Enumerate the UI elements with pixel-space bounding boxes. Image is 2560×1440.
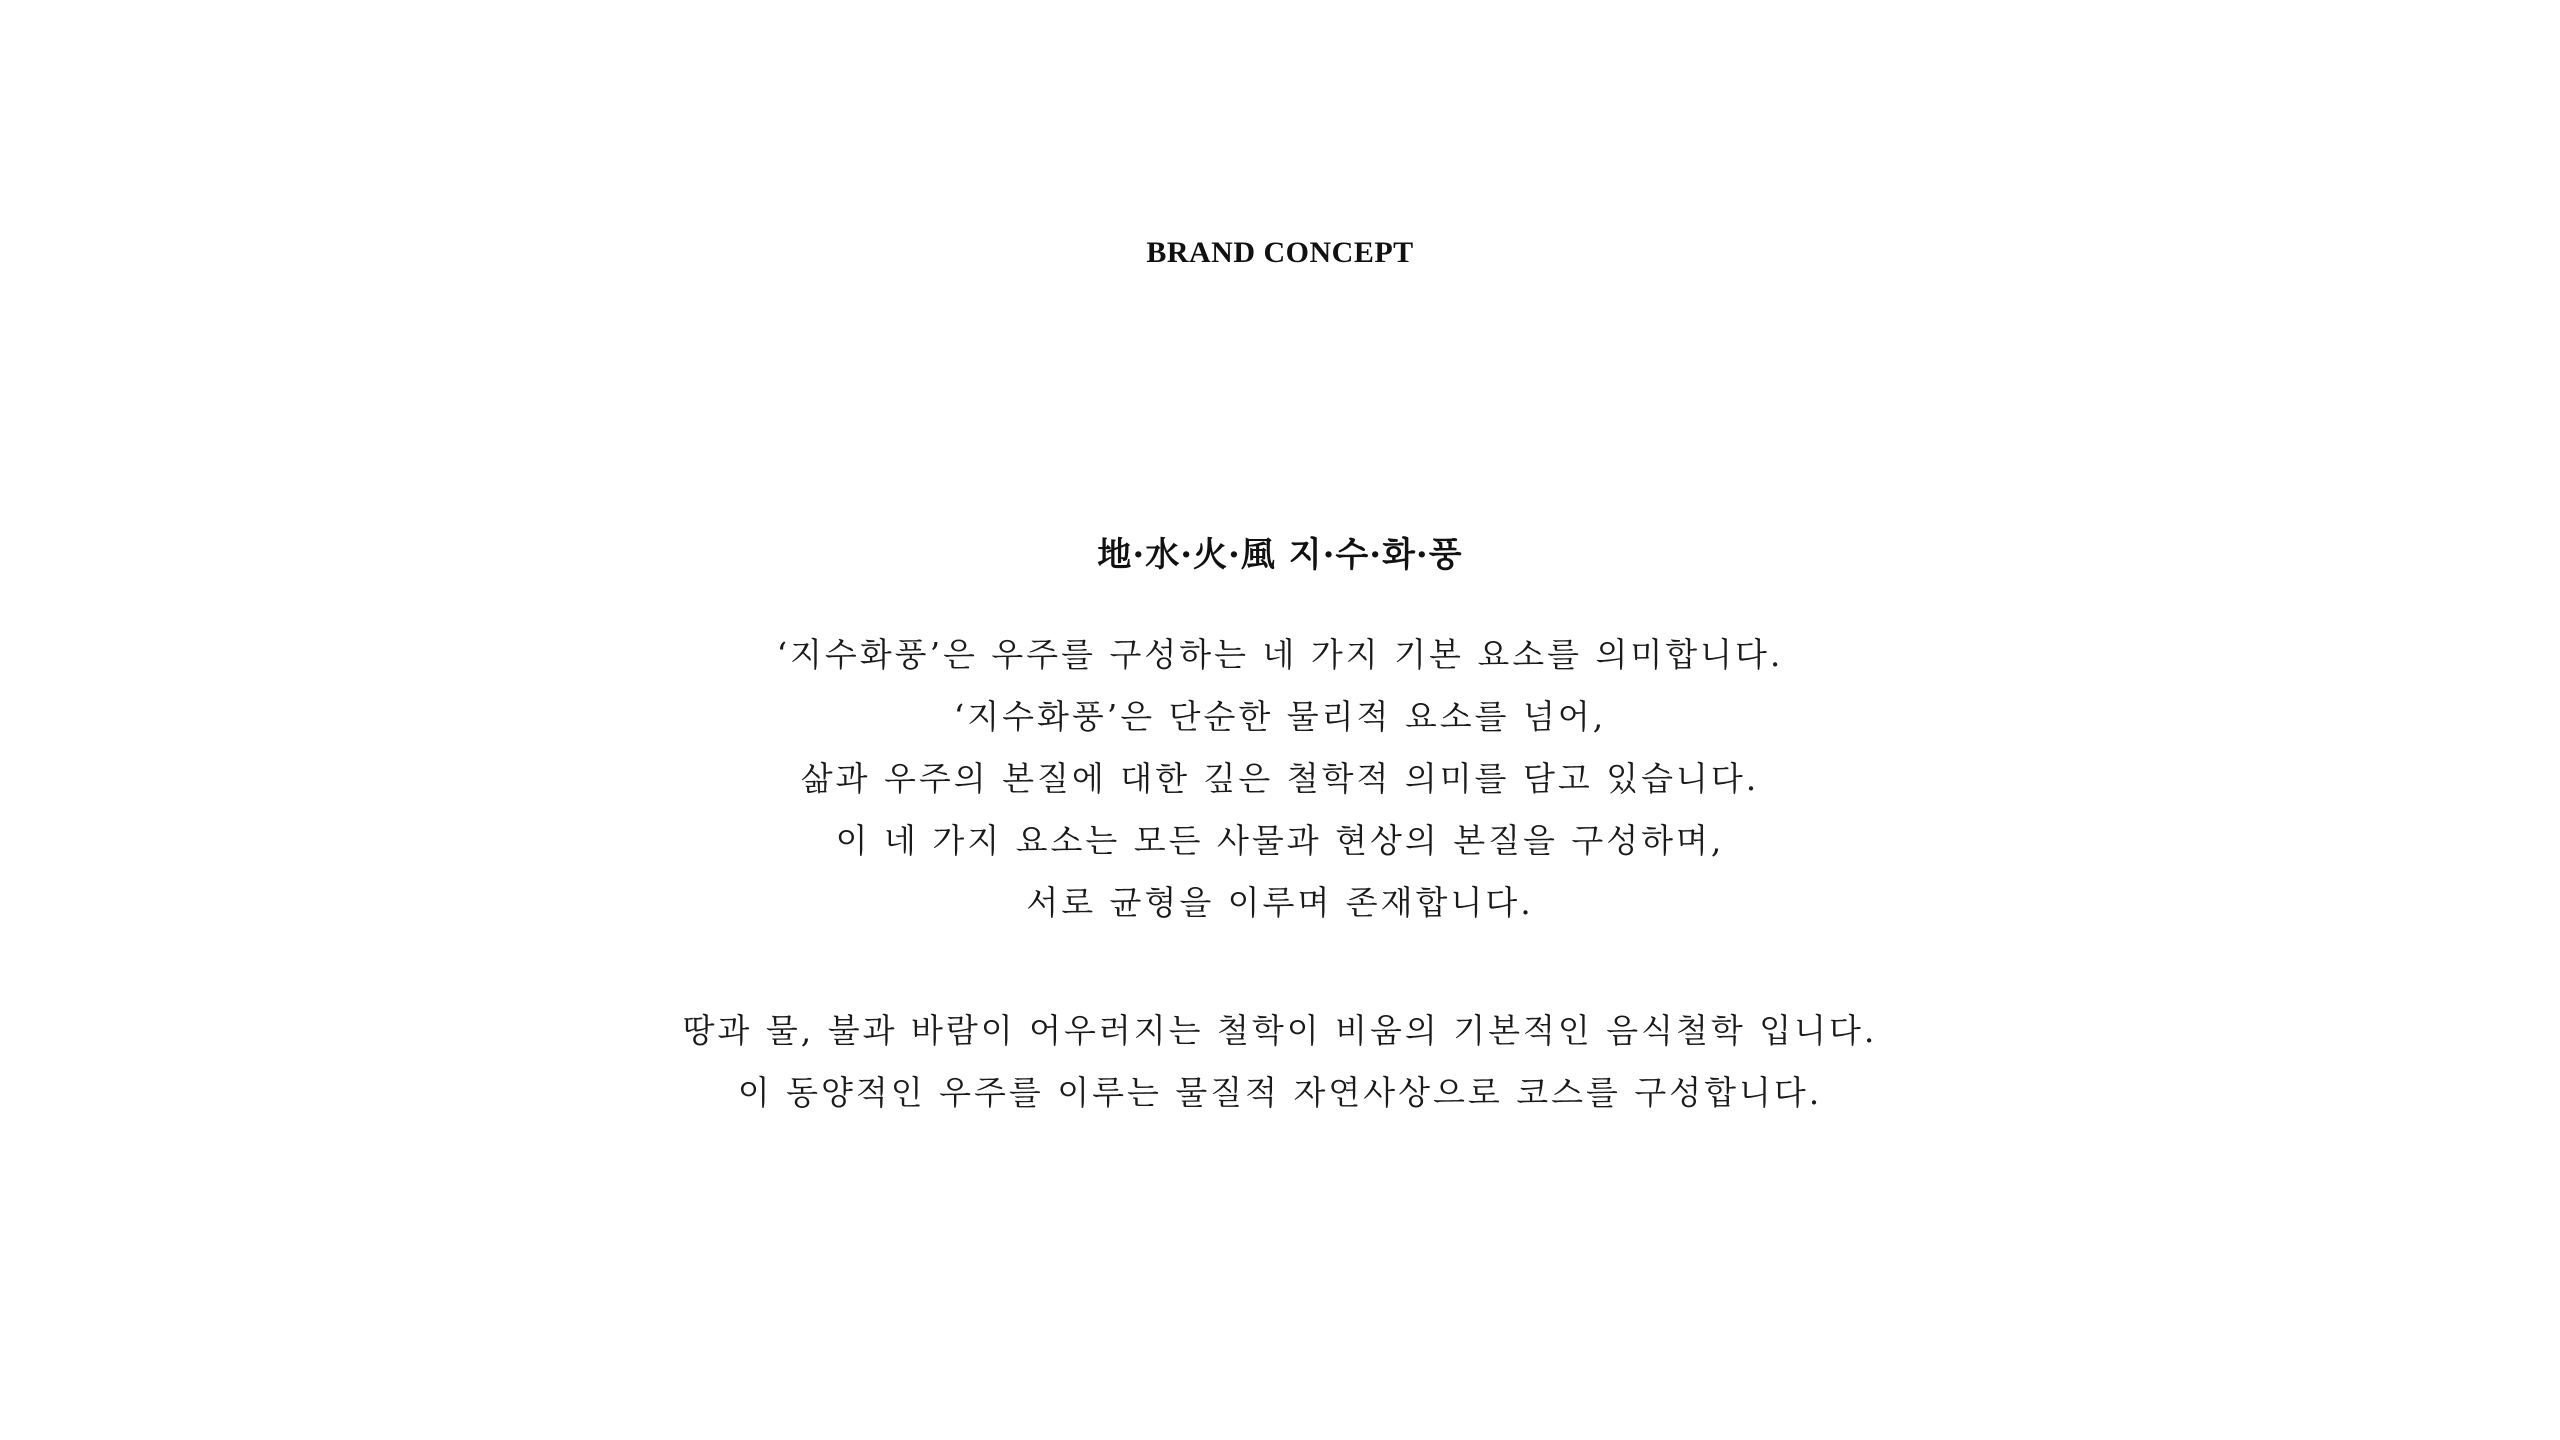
concept-paragraph-1 xyxy=(0,624,2560,934)
paragraph-line: 서로 균형을 이루며 존재합니다. xyxy=(1026,883,1534,922)
paragraph-line: 이 네 가지 요소는 모든 사물과 현상의 본질을 구성하며, xyxy=(835,821,1725,860)
paragraph-line: 이 동양적인 우주를 이루는 물질적 자연사상으로 코스를 구성합니다. xyxy=(737,1073,1823,1112)
concept-paragraph-2 xyxy=(0,1000,2560,1124)
elements-subtitle: 地·水·火·風 지·수·화·풍 xyxy=(1097,535,1463,575)
page-heading: BRAND CONCEPT xyxy=(1146,236,1414,269)
paragraph-line: 땅과 물, 불과 바람이 어우러지는 철학이 비움의 기본적인 음식철학 입니다. xyxy=(682,1011,1878,1050)
paragraph-line: ‘지수화풍’은 단순한 물리적 요소를 넘어, xyxy=(953,697,1607,736)
paragraph-line: ‘지수화풍’은 우주를 구성하는 네 가지 기본 요소를 의미합니다. xyxy=(776,635,1784,674)
paragraph-line: 삶과 우주의 본질에 대한 깊은 철학적 의미를 담고 있습니다. xyxy=(800,759,1760,798)
